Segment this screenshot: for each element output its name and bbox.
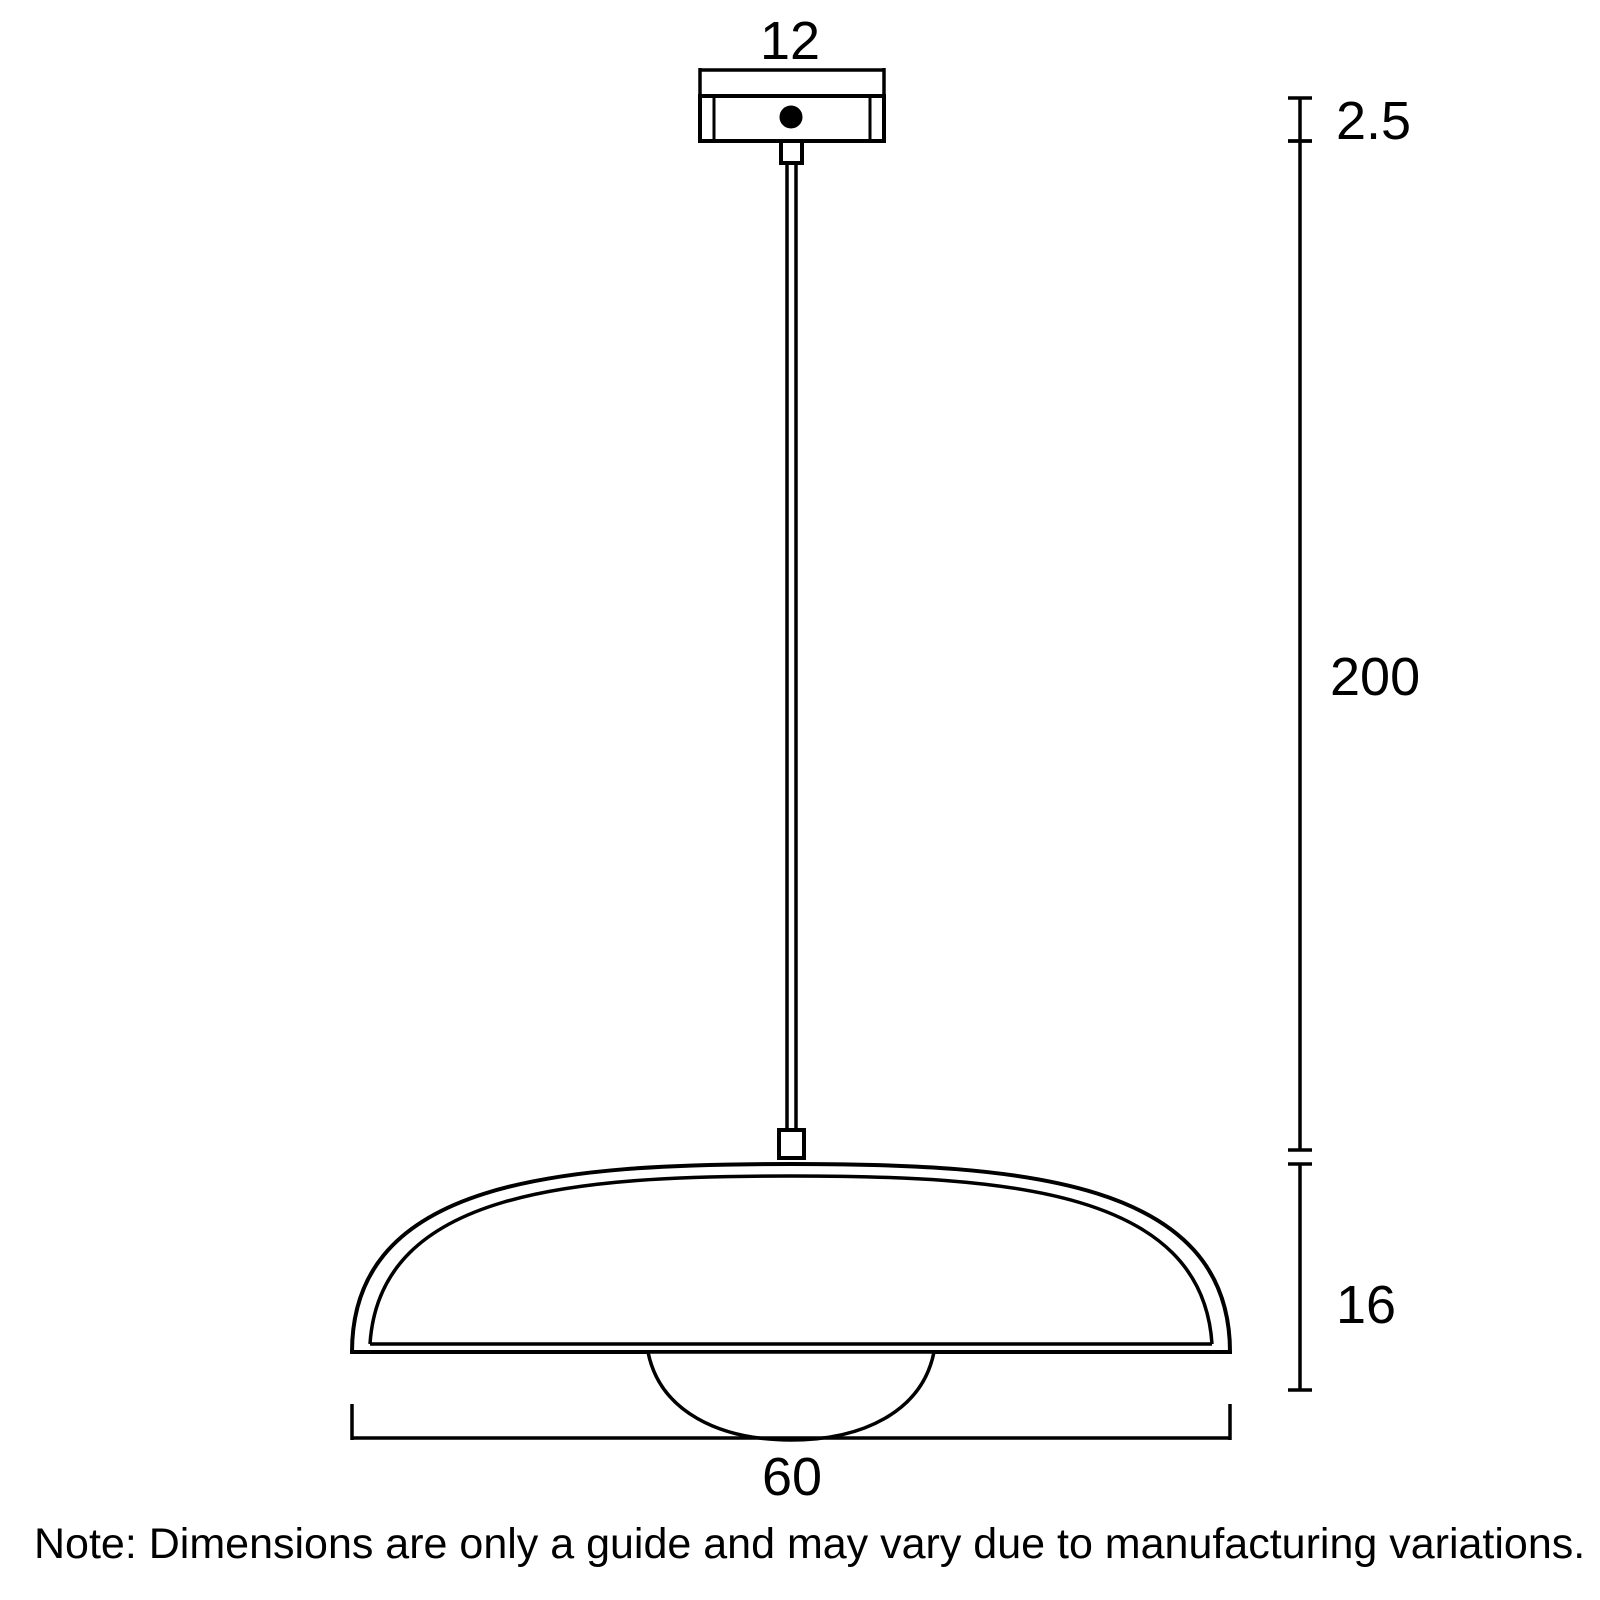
dimension-canopy-width (700, 68, 884, 98)
manufacturing-note: Note: Dimensions are only a guide and may vary due to manufacturing variations. (34, 1520, 1586, 1568)
inner-diffuser (648, 1352, 934, 1440)
dimension-drop-length (1288, 141, 1312, 1150)
dimension-label-drop-length: 200 (1330, 647, 1421, 707)
dimension-shade-height (1288, 1164, 1312, 1390)
dimension-label-canopy-width: 12 (760, 11, 821, 71)
cable-entry-collar (781, 141, 802, 163)
dimension-canopy-height (1288, 98, 1312, 141)
dimension-label-shade-width: 60 (762, 1447, 823, 1507)
ceiling-canopy (700, 96, 884, 141)
dimension-label-canopy-height: 2.5 (1336, 91, 1412, 151)
dimension-label-shade-height: 16 (1336, 1275, 1397, 1335)
suspension-cable (787, 163, 796, 1136)
dome-shade (352, 1164, 1230, 1352)
cable-stop (779, 1130, 804, 1158)
